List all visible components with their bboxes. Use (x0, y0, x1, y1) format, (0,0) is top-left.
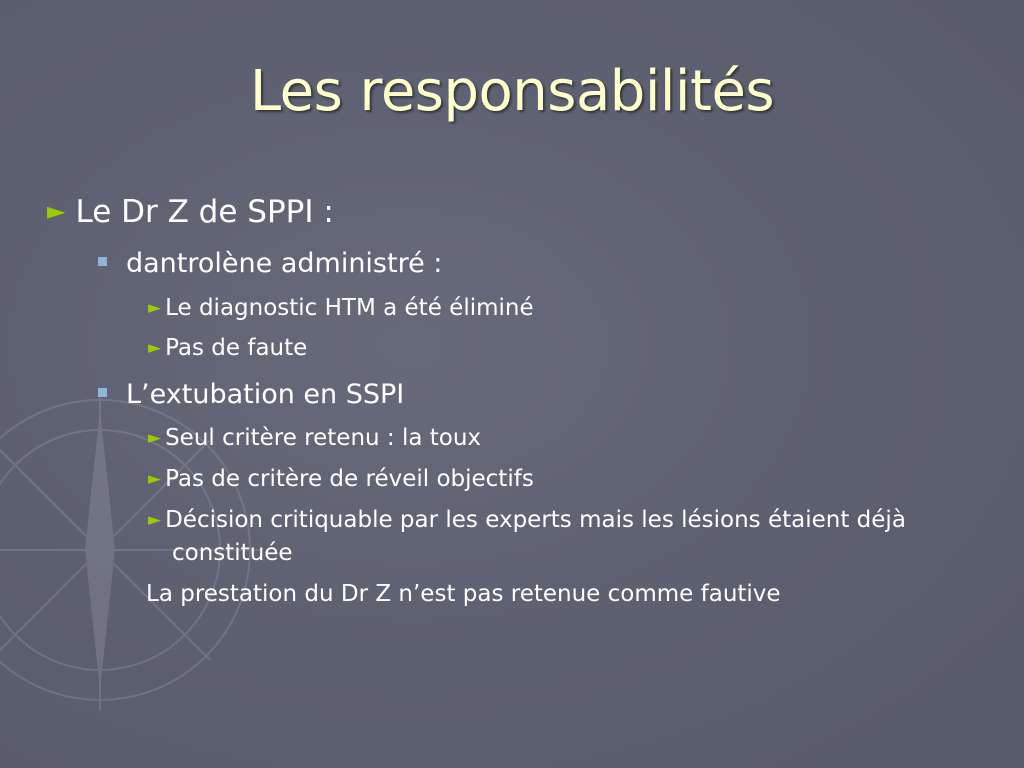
bullet-continuation: constituée (172, 540, 293, 566)
bullet-text: Pas de faute (165, 335, 308, 361)
right-triangle-bullet-icon: ► (148, 469, 162, 489)
bullet-level3 (148, 504, 906, 538)
bullet-level3 (148, 292, 534, 326)
bullet-text: L’extubation en SSPI (126, 379, 405, 410)
slide-title: Les responsabilités (249, 59, 775, 124)
right-triangle-bullet-icon: ► (148, 510, 162, 530)
right-triangle-bullet-icon: ► (148, 298, 162, 318)
square-bullet-icon (98, 257, 107, 266)
bullet-level1 (47, 192, 334, 234)
bullet-level3 (148, 422, 481, 456)
conclusion-text: La prestation du Dr Z n’est pas retenue comme fautive (146, 581, 781, 607)
bullet-level2 (98, 377, 404, 413)
bullet-level3 (148, 463, 534, 497)
bullet-text: Le Dr Z de SPPI : (75, 194, 334, 230)
bullet-text: dantrolène administré : (126, 248, 443, 279)
square-bullet-icon (98, 388, 107, 397)
bullet-level3 (148, 332, 307, 366)
right-triangle-bullet-icon: ► (148, 338, 162, 358)
right-triangle-bullet-icon: ► (148, 428, 162, 448)
bullet-text: Décision critiquable par les experts mais les lésions étaient déjà (165, 507, 906, 533)
bullet-text: Le diagnostic HTM a été éliminé (165, 295, 534, 321)
bullet-level2 (98, 246, 442, 282)
right-triangle-bullet-icon: ► (47, 197, 66, 225)
bullet-text: Seul critère retenu : la toux (165, 425, 482, 451)
bullet-text: Pas de critère de réveil objectifs (165, 466, 534, 492)
